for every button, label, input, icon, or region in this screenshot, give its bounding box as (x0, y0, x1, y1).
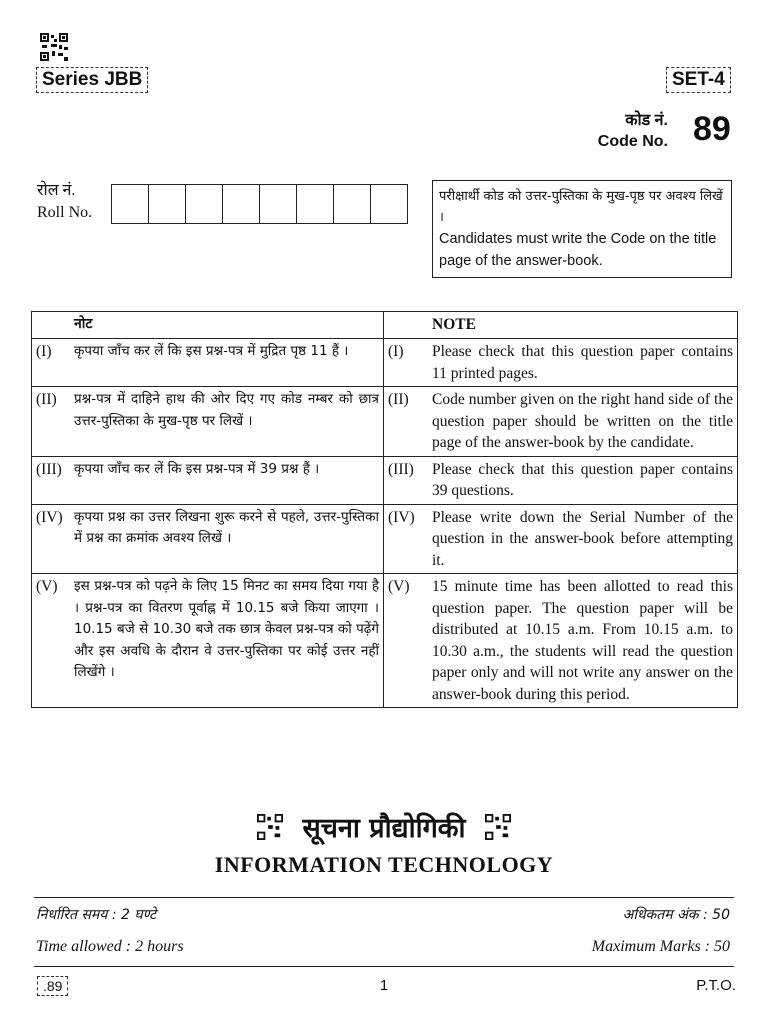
code-label-en: Code No. (597, 133, 668, 150)
time-allowed-hi: निर्धारित समय : 2 घण्टे (36, 907, 157, 923)
roll-box[interactable] (223, 185, 260, 223)
table-row (32, 574, 738, 708)
row-number-hi: (I) (32, 339, 71, 387)
notes-head-en: NOTE (428, 312, 738, 339)
row-number-hi: (II) (32, 387, 71, 457)
max-marks-en: Maximum Marks : 50 (591, 938, 730, 955)
roll-label-hi: रोल नं. (37, 182, 76, 199)
row-text-en: 15 minute time has been allotted to read this question paper. The question paper will be distributed at 10.15 a.m. From 10.15 a.m. to 10.30 a.m., the students will read the question paper only and will not write any answer on the answer-book during this period. (428, 574, 738, 708)
row-number-hi: (III) (32, 456, 71, 504)
divider (34, 966, 734, 967)
subject-title-hi (0, 808, 768, 845)
roll-box[interactable] (371, 185, 407, 223)
row-text-hi: कृपया जाँच कर लें कि इस प्रश्न-पत्र में मुद्रित पृष्ठ 11 हैं । (70, 339, 384, 387)
qr-code-icon (257, 814, 283, 840)
time-allowed-en: Time allowed : 2 hours (36, 938, 184, 955)
notes-table (31, 311, 738, 708)
notes-header-row (32, 312, 738, 339)
row-text-en: Please check that this question paper contains 11 printed pages. (428, 339, 738, 387)
roll-box[interactable] (112, 185, 149, 223)
roll-box[interactable] (149, 185, 186, 223)
notes-head-hi: नोट (70, 312, 384, 339)
code-number: 89 (693, 110, 731, 148)
row-text-en: Code number given on the right hand side of the question paper should be written on the title page of the answer-book by the candidate. (428, 387, 738, 457)
row-text-hi: कृपया प्रश्न का उत्तर लिखना शुरू करने से पहले, उत्तर-पुस्तिका में प्रश्न का क्रमांक अवश्य लिखें । (70, 504, 384, 574)
row-text-hi: इस प्रश्न-पत्र को पढ़ने के लिए 15 मिनट का समय दिया गया है । प्रश्न-पत्र का वितरण पूर्वाह्न में 10.15 बजे किया जाएगा । 10.15 बजे से 10.30 बजे तक छात्र केवल प्रश्न-पत्र को पढ़ेंगे और इस अवधि के दौरान वे उत्तर-पुस्तिका पर कोई उत्तर नहीं लिखेंगे । (70, 574, 384, 708)
instruction-hi: परीक्षार्थी कोड को उत्तर-पुस्तिका के मुख-पृष्ठ पर अवश्य लिखें । (439, 189, 723, 225)
roll-number-boxes (111, 184, 408, 224)
instruction-en: Candidates must write the Code on the title page of the answer-book. (439, 231, 717, 269)
row-number-hi: (V) (32, 574, 71, 708)
candidate-instruction-box (432, 180, 732, 278)
roll-box[interactable] (260, 185, 297, 223)
table-row (32, 387, 738, 457)
roll-box[interactable] (297, 185, 334, 223)
series-label: Series JBB (36, 67, 148, 93)
set-label: SET-4 (666, 67, 731, 93)
code-label-hi: कोड नं. (625, 112, 668, 129)
row-text-hi: प्रश्न-पत्र में दाहिने हाथ की ओर दिए गए कोड नम्बर को छात्र उत्तर-पुस्तिका के मुख-पृष्ठ पर लिखें । (70, 387, 384, 457)
table-row (32, 456, 738, 504)
footer-code: .89 (37, 976, 68, 996)
page-number: 1 (379, 977, 389, 994)
roll-label-en: Roll No. (37, 204, 93, 221)
subject-hi-text: सूचना प्रौद्योगिकी (302, 813, 466, 844)
row-number-en: (II) (384, 387, 429, 457)
roll-box[interactable] (334, 185, 371, 223)
row-number-hi: (IV) (32, 504, 71, 574)
row-number-en: (I) (384, 339, 429, 387)
row-number-en: (V) (384, 574, 429, 708)
roll-label (37, 180, 92, 224)
row-text-hi: कृपया जाँच कर लें कि इस प्रश्न-पत्र में 39 प्रश्न हैं । (70, 456, 384, 504)
table-row (32, 504, 738, 574)
row-number-en: (IV) (384, 504, 429, 574)
max-marks-hi: अधिकतम अंक : 50 (622, 907, 730, 923)
table-row (32, 339, 738, 387)
qr-code-icon (40, 33, 68, 65)
qr-code-icon (485, 814, 511, 840)
row-number-en: (III) (384, 456, 429, 504)
row-text-en: Please check that this question paper contains 39 questions. (428, 456, 738, 504)
code-label (598, 110, 668, 152)
subject-title-en: INFORMATION TECHNOLOGY (214, 852, 554, 877)
row-text-en: Please write down the Serial Number of the question in the answer-book before attempting it. (428, 504, 738, 574)
roll-box[interactable] (186, 185, 223, 223)
divider (34, 897, 734, 898)
pto-label: P.T.O. (696, 977, 736, 994)
